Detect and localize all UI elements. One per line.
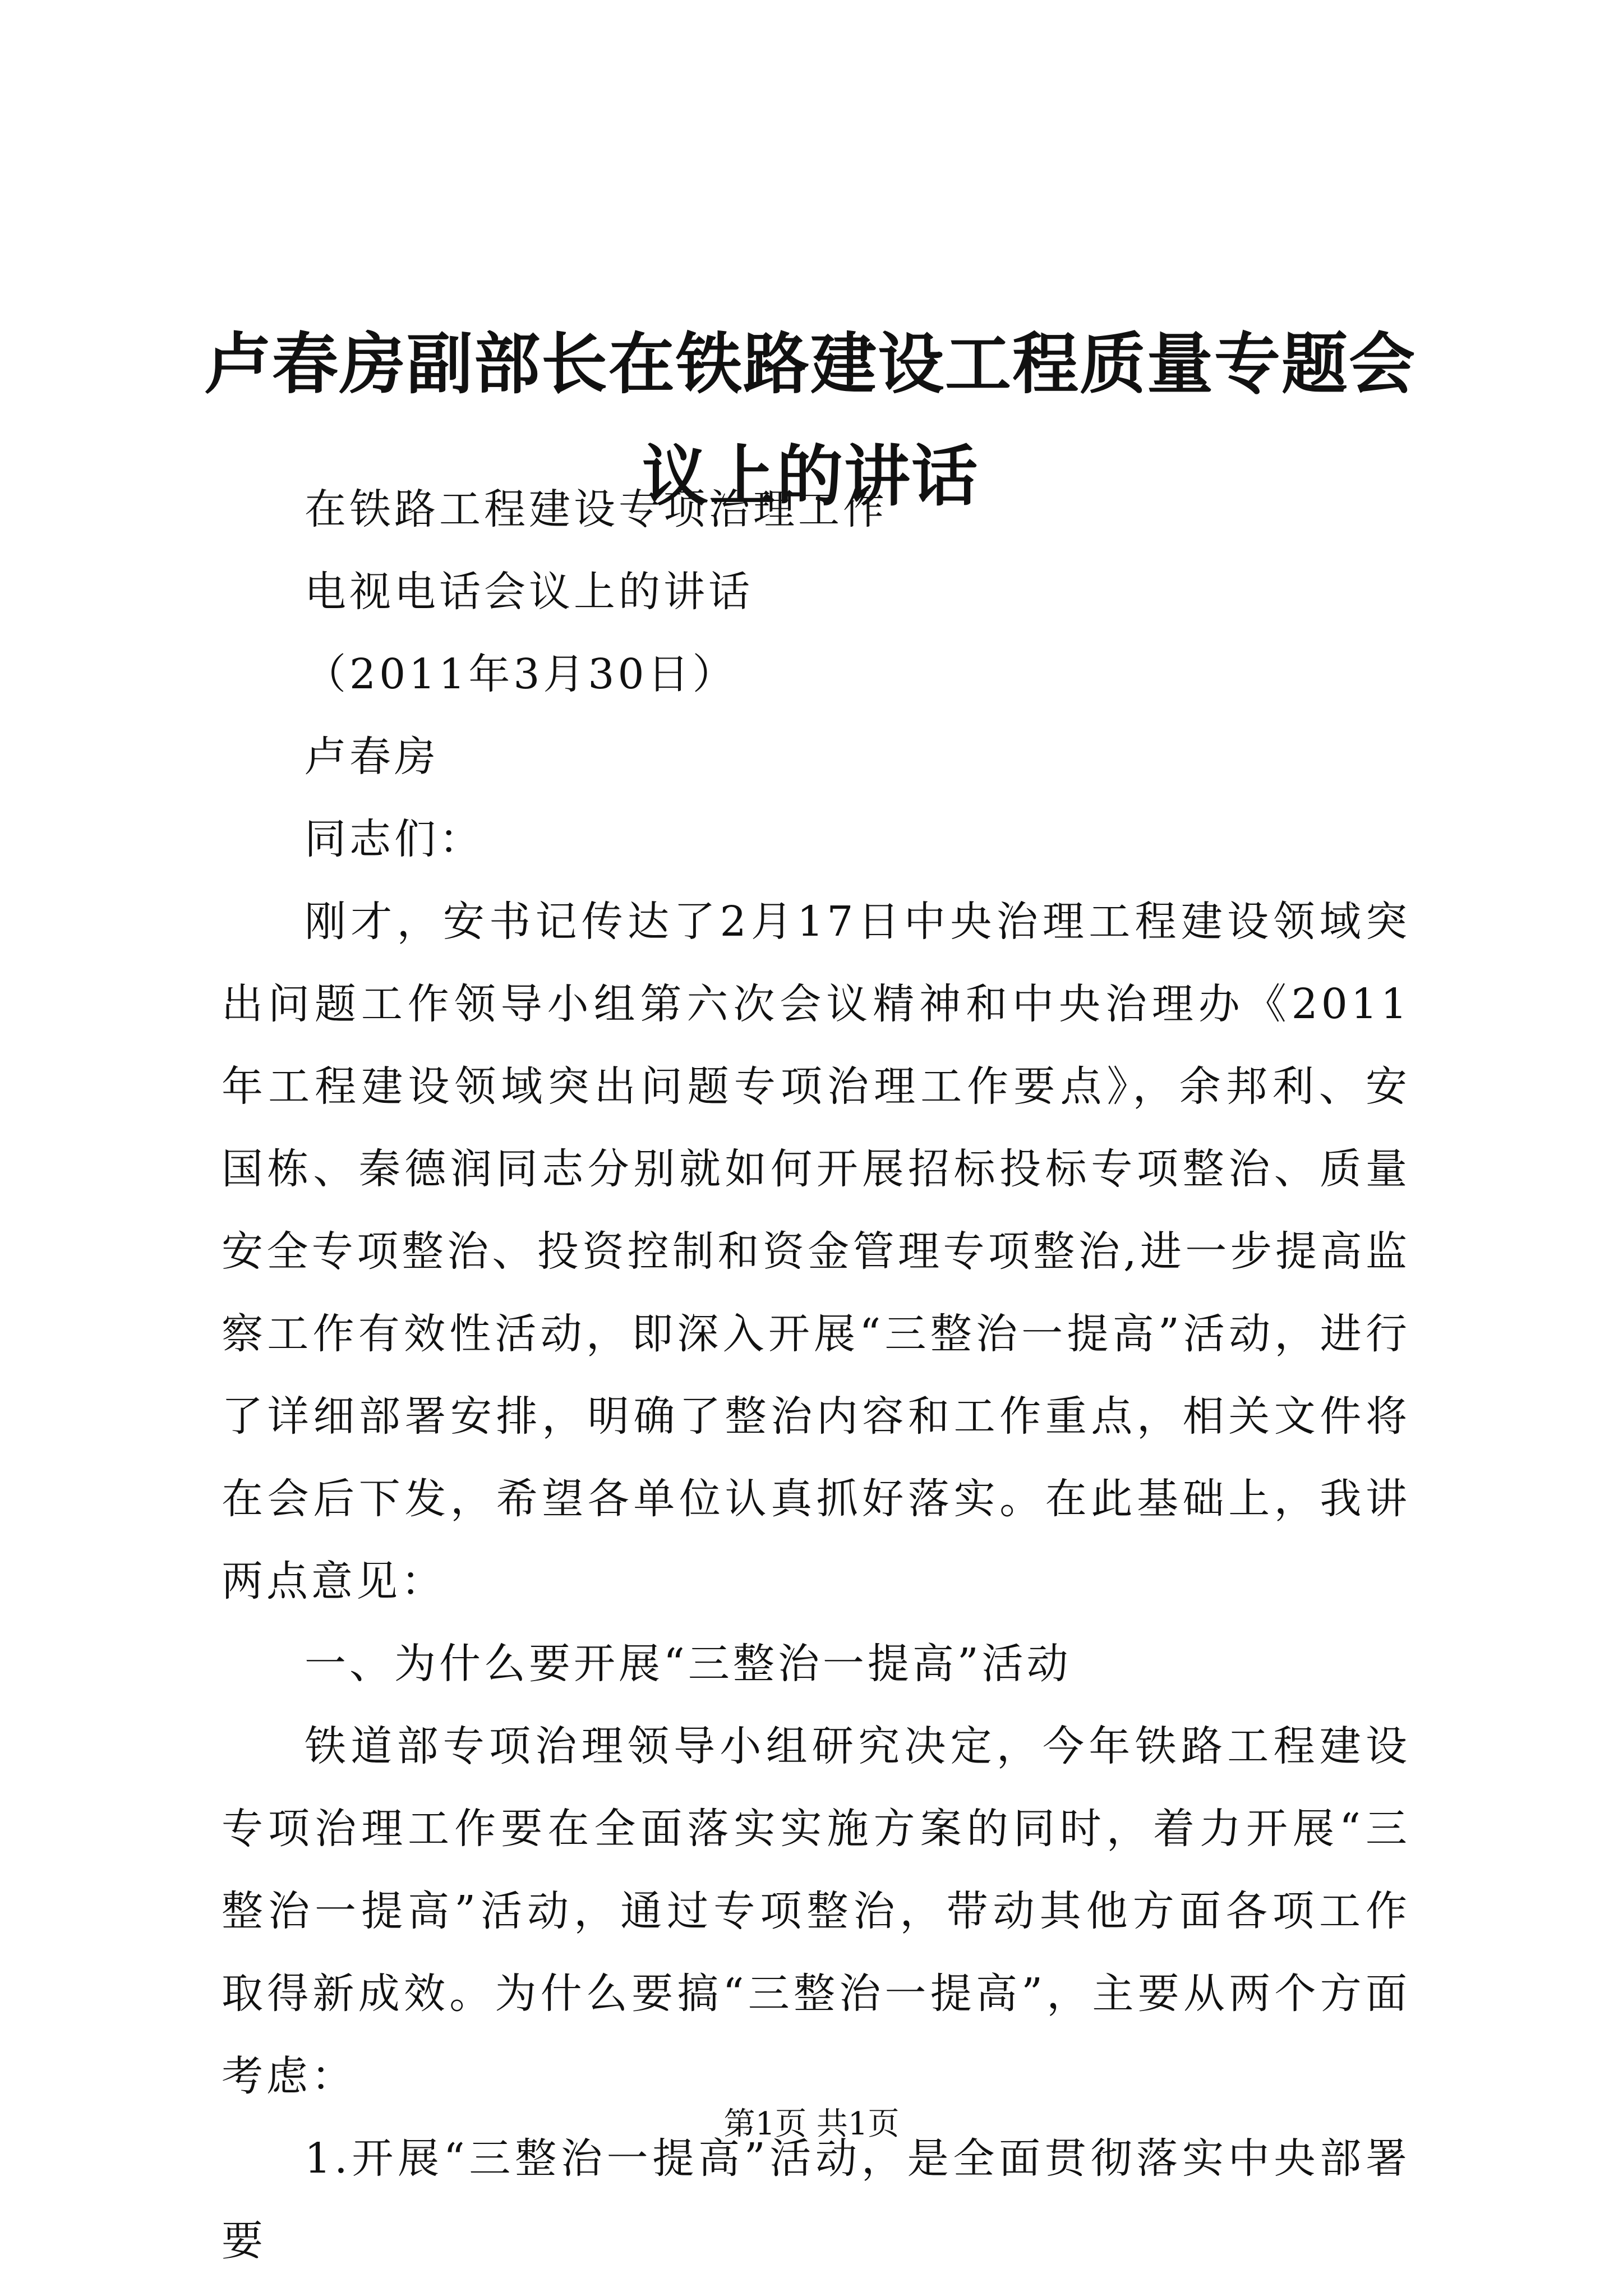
subtitle-line-2: 电视电话会议上的讲话 [305, 568, 753, 616]
body-paragraph: 1.开展“三整治一提高”活动，是全面贯彻落实中央部署要 [222, 2134, 1410, 2265]
speech-date: （2011年3月30日） [305, 650, 737, 698]
body-paragraph: 铁道部专项治理领导小组研究决定，今年铁路工程建设专项治理工作要在全面落实实施方案的同时，着力开展“三整治一提高”活动，通过专项整治，带动其他方面各项工作取得新成效。为什么要搞“三整治一提高”，主要从两个方面考虑： [222, 1722, 1410, 2100]
salutation: 同志们： [305, 815, 484, 863]
section-heading: 一、为什么要开展“三整治一提高”活动 [305, 1640, 1072, 1688]
document-title: 卢春房副部长在铁路建设工程质量专题会议上的讲话 [204, 325, 1416, 516]
speaker-name: 卢春房 [305, 733, 439, 781]
document-body [222, 468, 1410, 2283]
body-paragraph: 刚才，安书记传达了2月17日中央治理工程建设领域突出问题工作领导小组第六次会议精神和中央治理办《2011年工程建设领域突出问题专项治理工作要点》，余邦利、安国栋、秦德润同志分别就如何开展招标投标专项整治、质量安全专项整治、投资控制和资金管理专项整治,进一步提高监察工作有效性活动，即深入开展“三整治一提高”活动，进行了详细部署安排，明确了整治内容和工作重点，相关文件将在会后下发，希望各单位认真抓好落实。在此基础上，我讲两点意见： [222, 898, 1410, 1605]
page-footer: 第1页 共1页 [723, 2106, 900, 2142]
subtitle-line-1: 在铁路工程建设专项治理工作 [305, 485, 888, 533]
